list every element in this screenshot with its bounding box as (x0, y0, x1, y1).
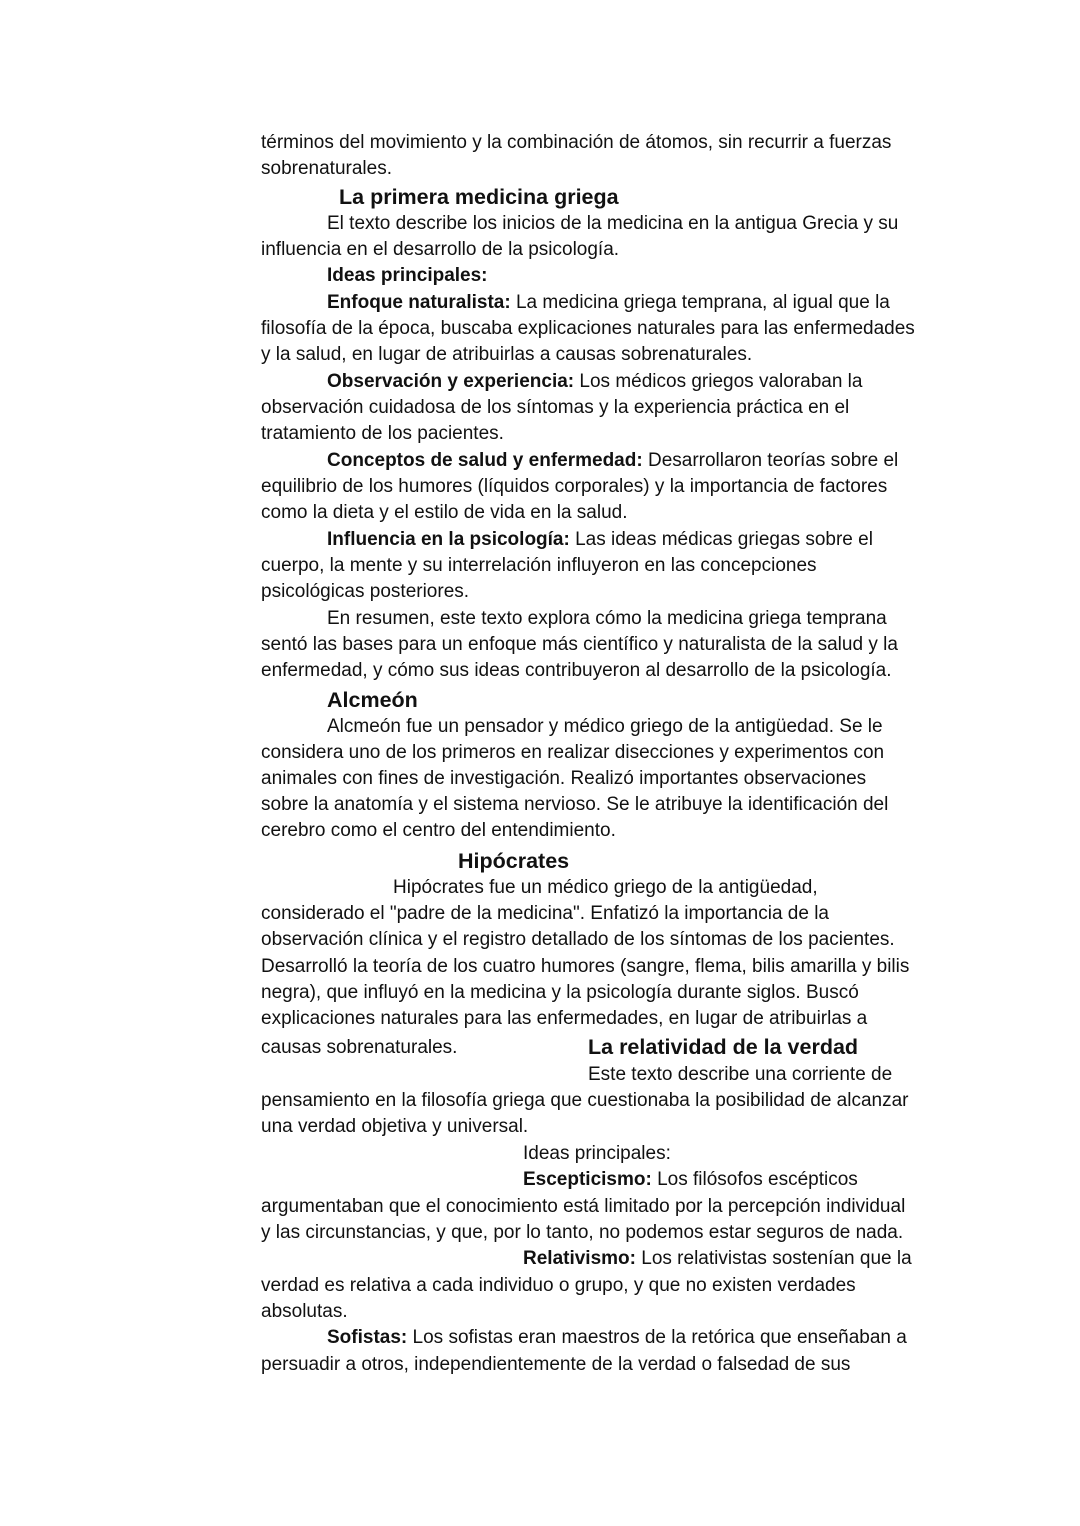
text-line: En resumen, este texto explora cómo la medicina griega temprana (327, 608, 887, 629)
term-relativismo: Relativismo: (523, 1248, 636, 1269)
text-line: Enfoque naturalista: La medicina griega temprana, al igual que la (327, 292, 890, 313)
text-line: una verdad objetiva y universal. (261, 1116, 529, 1137)
term-escepticismo: Escepticismo: (523, 1169, 652, 1190)
text-line: Relativismo: Los relativistas sostenían que la (523, 1248, 912, 1269)
text-line: argumentaban que el conocimiento está limitado por la percepción individual (261, 1196, 906, 1217)
term-sofistas: Sofistas: (327, 1327, 408, 1348)
text-line: animales con fines de investigación. Realizó importantes observaciones (261, 768, 867, 789)
text-line: enfermedad, y cómo sus ideas contribuyeron al desarrollo de la psicología. (261, 660, 892, 681)
heading-alcmeon: Alcmeón (327, 688, 418, 712)
heading-relatividad-verdad: La relatividad de la verdad (588, 1035, 859, 1059)
text-line: Desarrolló la teoría de los cuatro humores (sangre, flema, bilis amarilla y bilis (261, 956, 910, 977)
text-line: El texto describe los inicios de la medicina en la antigua Grecia y su (327, 213, 899, 234)
text-line: explicaciones naturales para las enfermedades, en lugar de atribuirlas a (261, 1008, 868, 1029)
text-line: términos del movimiento y la combinación de átomos, sin recurrir a fuerzas (261, 132, 892, 153)
ideas-principales-label: Ideas principales: (523, 1143, 671, 1164)
term-conceptos-salud: Conceptos de salud y enfermedad: (327, 450, 643, 471)
text-line: negra), que influyó en la medicina y la psicología durante siglos. Buscó (261, 982, 859, 1003)
text-line: equilibrio de los humores (líquidos corporales) y la importancia de factores (261, 476, 888, 497)
text-line: Observación y experiencia: Los médicos griegos valoraban la (327, 371, 863, 392)
text-line: influencia en el desarrollo de la psicología. (261, 239, 620, 260)
ideas-principales-label: Ideas principales: (327, 265, 488, 286)
term-observacion-experiencia: Observación y experiencia: (327, 371, 575, 392)
heading-hipocrates: Hipócrates (458, 849, 570, 873)
text-line: considerado el "padre de la medicina". Enfatizó la importancia de la (261, 903, 829, 924)
text-line: observación clínica y el registro detallado de los síntomas de los pacientes. (261, 929, 895, 950)
text-line: psicológicas posteriores. (261, 581, 470, 602)
text-line: causas sobrenaturales. (261, 1037, 458, 1058)
text-line: observación cuidadosa de los síntomas y la experiencia práctica en el (261, 397, 850, 418)
term-enfoque-naturalista: Enfoque naturalista: (327, 292, 511, 313)
heading-primera-medicina-griega: La primera medicina griega (339, 185, 619, 209)
text-line: Conceptos de salud y enfermedad: Desarrollaron teorías sobre el (327, 450, 899, 471)
text-line: y la salud, en lugar de atribuirlas a causas sobrenaturales. (261, 344, 753, 365)
text-line: Sofistas: Los sofistas eran maestros de la retórica que enseñaban a (327, 1327, 907, 1348)
text-line: como la dieta y el estilo de vida en la salud. (261, 502, 628, 523)
text-line: tratamiento de los pacientes. (261, 423, 504, 444)
text-line: persuadir a otros, independientemente de la verdad o falsedad de sus (261, 1354, 851, 1375)
text-line: y las circunstancias, y que, por lo tanto, no podemos estar seguros de nada. (261, 1222, 904, 1243)
text-line: considera uno de los primeros en realizar disecciones y experimentos con (261, 742, 885, 763)
text-line: Hipócrates fue un médico griego de la antigüedad, (393, 877, 818, 898)
text-line: cuerpo, la mente y su interrelación influyeron en las concepciones (261, 555, 817, 576)
text-line: pensamiento en la filosofía griega que cuestionaba la posibilidad de alcanzar (261, 1090, 909, 1111)
term-influencia-psicologia: Influencia en la psicología: (327, 529, 570, 550)
text-line: filosofía de la época, buscaba explicaciones naturales para las enfermedades (261, 318, 915, 339)
text-line: Influencia en la psicología: Las ideas médicas griegas sobre el (327, 529, 873, 550)
text-line: sentó las bases para un enfoque más científico y naturalista de la salud y la (261, 634, 898, 655)
text-line: Este texto describe una corriente de (588, 1064, 893, 1085)
text-line: verdad es relativa a cada individuo o grupo, y que no existen verdades (261, 1275, 856, 1296)
text-line: absolutas. (261, 1301, 348, 1322)
text-line: Alcmeón fue un pensador y médico griego de la antigüedad. Se le (327, 716, 883, 737)
text-line: Escepticismo: Los filósofos escépticos (523, 1169, 858, 1190)
text-line: sobrenaturales. (261, 158, 392, 179)
text-line: cerebro como el centro del entendimiento. (261, 820, 616, 841)
text-line: sobre la anatomía y el sistema nervioso. Se le atribuye la identificación del (261, 794, 889, 815)
